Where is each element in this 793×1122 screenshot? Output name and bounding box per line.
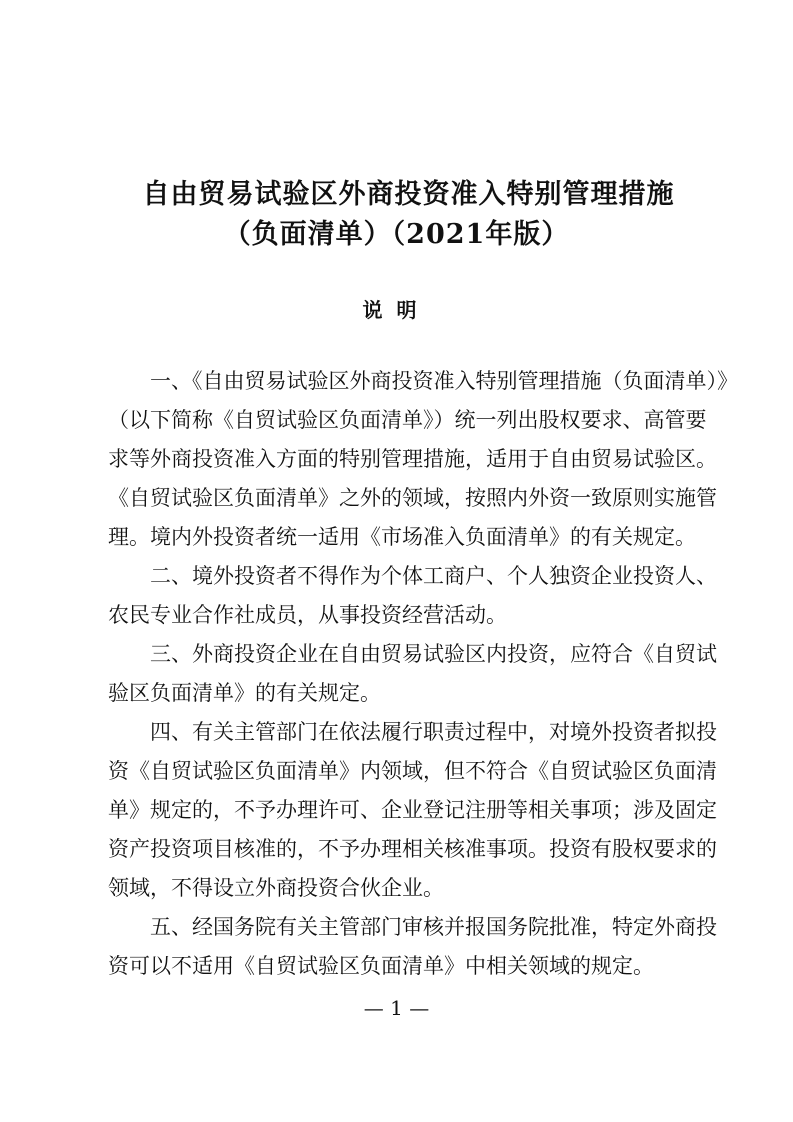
document-title-line-2: （负面清单）（2021年版） [223,219,570,250]
paragraph-line: 《自贸试验区负面清单》之外的领域，按照内外资一致原则实施管 [108,486,717,510]
paragraph-line: 资《自贸试验区负面清单》内领域，但不符合《自贸试验区负面清 [108,759,717,783]
paragraph-line: 验区负面清单》的有关规定。 [108,681,381,705]
paragraph-line: 领域，不得设立外商投资合伙企业。 [108,876,444,900]
paragraph-line: 二、境外投资者不得作为个体工商户、个人独资企业投资人、 [150,564,717,588]
paragraph-line: 理。境内外投资者统一适用《市场准入负面清单》的有关规定。 [108,525,696,549]
document-body [108,366,738,990]
paragraph [108,639,717,717]
paragraph [108,912,717,990]
paragraph-line: （以下简称《自贸试验区负面清单》）统一列出股权要求、高管要 [108,408,707,432]
document-title-line-1: 自由贸易试验区外商投资准入特别管理措施 [142,179,675,210]
paragraph [108,717,717,912]
paragraph-line: 求等外商投资准入方面的特别管理措施，适用于自由贸易试验区。 [108,447,717,471]
paragraph [108,561,717,639]
page-number: — 1 — [363,996,430,1020]
paragraph-line: 农民专业合作社成员，从事投资经营活动。 [108,603,507,627]
paragraph-line: 四、有关主管部门在依法履行职责过程中，对境外投资者拟投 [150,720,717,744]
paragraph-line: 一、《自由贸易试验区外商投资准入特别管理措施（负面清单）》 [150,369,738,393]
section-heading: 说明 [362,298,431,322]
paragraph-line: 资可以不适用《自贸试验区负面清单》中相关领域的规定。 [108,954,654,978]
paragraph-line: 单》规定的，不予办理许可、企业登记注册等相关事项；涉及固定 [108,798,717,822]
paragraph [108,366,738,561]
paragraph-line: 资产投资项目核准的，不予办理相关核准事项。投资有股权要求的 [108,837,717,861]
paragraph-line: 三、外商投资企业在自由贸易试验区内投资，应符合《自贸试 [150,642,717,666]
paragraph-line: 五、经国务院有关主管部门审核并报国务院批准，特定外商投 [150,915,717,939]
